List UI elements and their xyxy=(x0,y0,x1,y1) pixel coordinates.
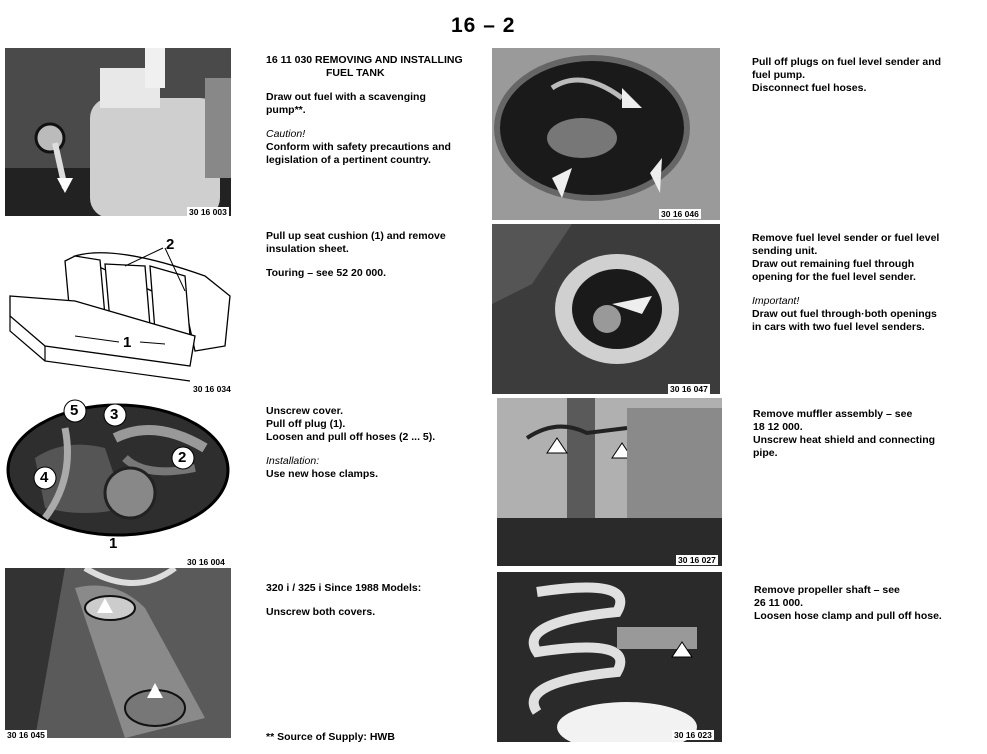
caution-label: Caution! xyxy=(266,128,306,140)
figure-ref: 30 16 034 xyxy=(193,384,231,394)
callout-1: 1 xyxy=(109,535,118,552)
caution-text: legislation of a pertinent country. xyxy=(266,154,431,166)
step-text: Pull off plug (1). xyxy=(266,418,346,430)
step-text: 320 i / 325 i Since 1988 Models: xyxy=(266,582,422,594)
figure-fuel-sender-plugs xyxy=(492,48,720,220)
footnote: ** Source of Supply: HWB xyxy=(266,731,395,743)
callout-5: 5 xyxy=(70,402,79,419)
section-unscrew-cover xyxy=(266,405,496,492)
section-seat-cushion xyxy=(266,230,496,291)
important-label: Important! xyxy=(752,295,800,307)
step-text: 18 12 000. xyxy=(753,421,803,433)
step-text: Remove propeller shaft – see xyxy=(754,584,900,596)
figure-ref: 30 16 023 xyxy=(674,730,712,740)
section-removing-fuel-tank xyxy=(266,54,496,178)
figure-both-covers xyxy=(5,568,231,738)
figure-ref: 30 16 045 xyxy=(7,730,45,740)
callout-2: 2 xyxy=(166,236,175,253)
callout-1: 1 xyxy=(123,334,132,351)
callout-3: 3 xyxy=(110,406,119,423)
figure-muffler-heat-shield xyxy=(497,398,722,566)
section-muffler xyxy=(753,408,983,471)
step-text: sending unit. xyxy=(752,245,818,257)
figure-fuel-sender-opening xyxy=(492,224,720,394)
section-both-covers xyxy=(266,582,496,630)
step-text: Remove fuel level sender or fuel level xyxy=(752,232,940,244)
figure-ref: 30 16 027 xyxy=(678,555,716,565)
step-text: Loosen and pull off hoses (2 ... 5). xyxy=(266,431,436,443)
figure-ref: 30 16 004 xyxy=(187,557,225,567)
section-heading: 16 11 030 REMOVING AND INSTALLING xyxy=(266,54,463,66)
step-text: Unscrew cover. xyxy=(266,405,344,417)
step-text: Unscrew both covers. xyxy=(266,606,376,618)
step-text: Disconnect fuel hoses. xyxy=(752,82,867,94)
figure-rear-seat-drawing xyxy=(5,236,231,386)
step-text: pump**. xyxy=(266,104,306,116)
step-text: pipe. xyxy=(753,447,778,459)
callout-2: 2 xyxy=(178,449,187,466)
important-text: Draw out fuel through·both openings xyxy=(752,308,937,320)
step-text: Touring – see 52 20 000. xyxy=(266,267,387,279)
section-remove-sender xyxy=(752,232,982,345)
callout-4: 4 xyxy=(40,469,49,486)
step-text: Draw out remaining fuel through xyxy=(752,258,915,270)
step-text: Unscrew heat shield and connecting xyxy=(753,434,936,446)
section-propeller-shaft xyxy=(754,584,984,634)
caution-text: Conform with safety precautions and xyxy=(266,141,451,153)
step-text: Remove muffler assembly – see xyxy=(753,408,913,420)
step-text: insulation sheet. xyxy=(266,243,349,255)
step-text: Pull up seat cushion (1) and remove xyxy=(266,230,446,242)
figure-ref: 30 16 046 xyxy=(661,209,699,219)
installation-text: Use new hose clamps. xyxy=(266,468,379,480)
section-heading-cont: FUEL TANK xyxy=(326,67,385,79)
page-number: 16 – 2 xyxy=(451,14,516,37)
figure-propeller-shaft-hose xyxy=(497,572,722,742)
installation-label: Installation: xyxy=(266,455,320,467)
figure-ref: 30 16 047 xyxy=(670,384,708,394)
important-text: in cars with two fuel level senders. xyxy=(752,321,925,333)
figure-fuel-scavenging-pump xyxy=(5,48,231,216)
step-text: fuel pump. xyxy=(752,69,806,81)
figure-ref: 30 16 003 xyxy=(189,207,227,217)
step-text: opening for the fuel level sender. xyxy=(752,271,916,283)
step-text: Pull off plugs on fuel level sender and xyxy=(752,56,942,68)
step-text: 26 11 000. xyxy=(754,597,804,609)
step-text: Draw out fuel with a scavenging xyxy=(266,91,426,103)
section-sender-plugs xyxy=(752,56,982,106)
step-text: Loosen hose clamp and pull off hose. xyxy=(754,610,942,622)
